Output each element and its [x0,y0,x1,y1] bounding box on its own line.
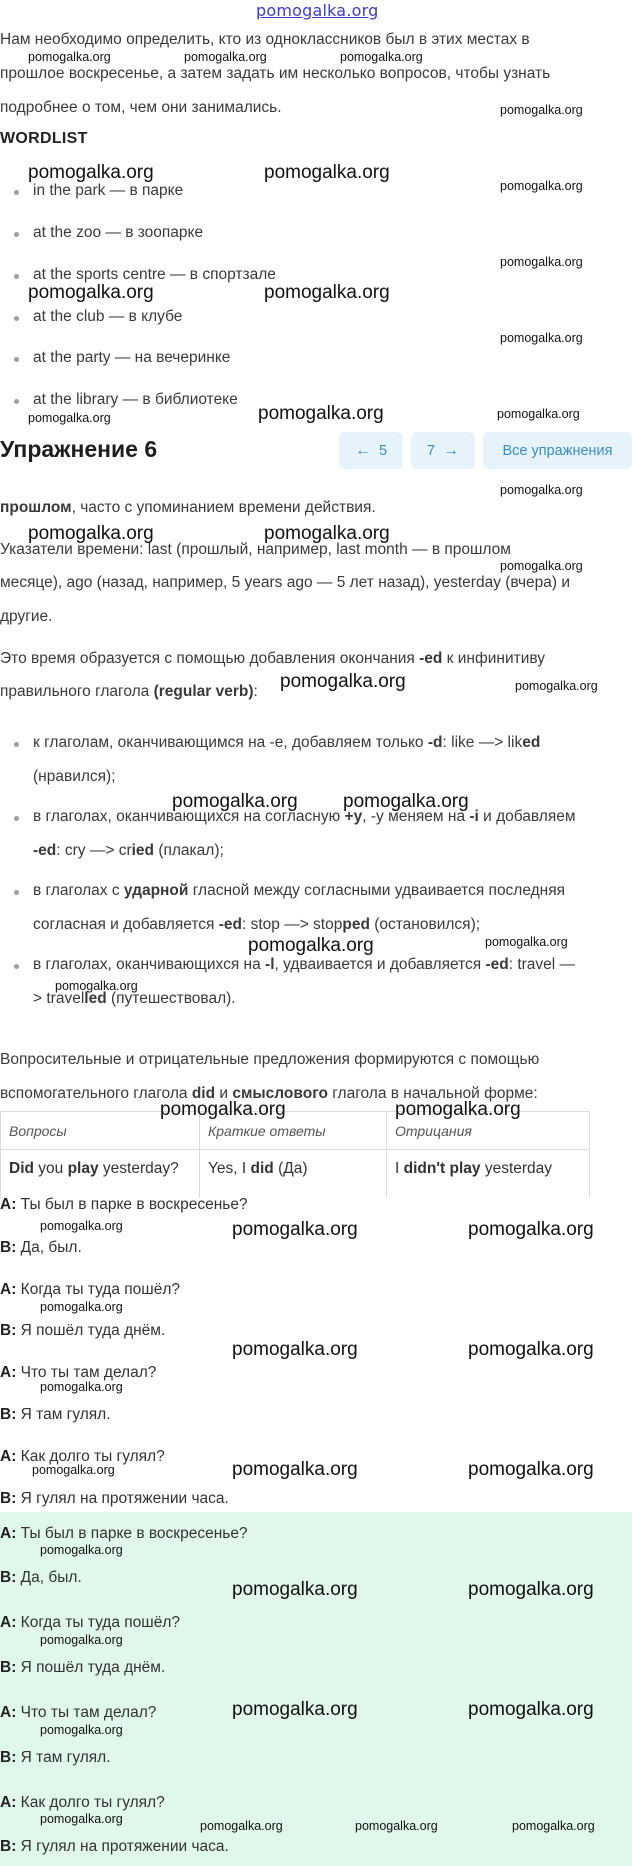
wordlist-item: at the library — в библиотеке [33,391,238,408]
watermark-text: pomogalka.org [485,935,568,949]
watermark-text: pomogalka.org [40,1812,123,1826]
watermark-text: pomogalka.org [248,935,374,956]
watermark-text: pomogalka.org [264,523,390,544]
rule-2-line-1: в глаголах, оканчивающихся на согласную +y, -у меняем на -i и добавляем [33,808,576,825]
bullet-dot [14,274,19,279]
watermark-text: pomogalka.org [468,1459,594,1480]
bullet-dot [14,742,19,747]
exercise-title: Упражнение 6 [0,436,158,462]
answer-line: B: Я гулял на протяжении часа. [0,1838,229,1855]
watermark-text: pomogalka.org [40,1219,123,1233]
watermark-text: pomogalka.org [500,179,583,193]
watermark-text: pomogalka.org [468,1579,594,1600]
watermark-text: pomogalka.org [264,162,390,183]
watermark-text: pomogalka.org [55,979,138,993]
intro-line-2: прошлое воскресенье, а затем задать им несколько вопросов, чтобы узнать [0,65,551,82]
watermark-text: pomogalka.org [172,791,298,812]
grammar-line-1: прошлом, часто с упоминанием времени действия. [0,499,376,516]
watermark-text: pomogalka.org [264,282,390,303]
bullet-dot [14,232,19,237]
watermark-text: pomogalka.org [340,50,423,64]
watermark-text: pomogalka.org [40,1543,123,1557]
rule-1-line-1: к глаголам, оканчивающимся на -е, добавляем только -d: like —> liked [33,734,541,751]
table-header: Вопросы [1,1112,200,1150]
time-markers-line-2: месяце), ago (назад, например, 5 years ago — 5 лет назад), yesterday (вчера) и [0,574,571,591]
watermark-text: pomogalka.org [40,1380,123,1394]
watermark-text: pomogalka.org [232,1219,358,1240]
watermark-text: pomogalka.org [515,679,598,693]
watermark-text: pomogalka.org [512,1819,595,1833]
watermark-text: pomogalka.org [468,1699,594,1720]
dialogue-line: A: Когда ты туда пошёл? [0,1281,181,1298]
watermark-text: pomogalka.org [232,1339,358,1360]
grammar-table [0,1111,590,1198]
formation-line-1: Это время образуется с помощью добавления окончания -ed к инфинитиву [0,650,546,667]
watermark-text: pomogalka.org [32,1463,115,1477]
watermark-text: pomogalka.org [500,483,583,497]
intro-line-1: Нам необходимо определить, кто из одноклассников был в этих местах в [0,31,530,48]
answer-line: A: Что ты там делал? [0,1704,157,1721]
watermark-text: pomogalka.org [184,50,267,64]
bullet-dot [14,316,19,321]
arrow-left-icon: ← [354,441,371,459]
watermark-text: pomogalka.org [160,1099,286,1120]
watermark-text: pomogalka.org [232,1459,358,1480]
wordlist-item: in the park — в парке [33,182,184,199]
rule-4-line-1: в глаголах, оканчивающихся на -l, удваивается и добавляется -ed: travel — [33,956,576,973]
rule-4-line-2: > travelled (путешествовал). [33,990,236,1007]
answer-line: B: Да, был. [0,1569,82,1586]
table-header: Отрицания [387,1112,590,1150]
watermark-text: pomogalka.org [200,1819,283,1833]
answer-line: A: Когда ты туда пошёл? [0,1614,181,1631]
time-markers-line-1: Указатели времени: last (прошлый, например, last month — в прошлом [0,541,511,558]
watermark-text: pomogalka.org [497,407,580,421]
next-exercise-label: 7 [426,442,436,459]
questions-line-1: Вопросительные и отрицательные предложения формируются с помощью [0,1051,540,1068]
bullet-dot [14,190,19,195]
wordlist-item: at the club — в клубе [33,308,183,325]
bullet-dot [14,357,19,362]
watermark-text: pomogalka.org [232,1579,358,1600]
time-markers-line-3: другие. [0,608,53,625]
wordlist-item: at the zoo — в зоопарке [33,224,204,241]
table-cell-short-answer: Yes, I did (Да) [200,1150,387,1199]
rule-1-line-2: (нравился); [33,768,116,785]
watermark-text: pomogalka.org [40,1633,123,1647]
questions-line-2: вспомогательного глагола did и смыслового глагола в начальной форме: [0,1085,538,1102]
wordlist-title: WORDLIST [0,130,88,147]
answer-line: B: Я там гулял. [0,1749,111,1766]
all-exercises-label: Все упражнения [502,442,613,459]
intro-line-3: подробнее о том, чем они занимались. [0,99,282,116]
watermark-text: pomogalka.org [28,282,154,303]
watermark-text: pomogalka.org [500,255,583,269]
formation-line-2: правильного глагола (regular verb): [0,683,258,700]
watermark-text: pomogalka.org [28,411,111,425]
answer-line: A: Как долго ты гулял? [0,1794,165,1811]
wordlist-item: at the party — на вечеринке [33,349,231,366]
bullet-dot [14,890,19,895]
watermark-text: pomogalka.org [468,1339,594,1360]
watermark-text: pomogalka.org [40,1723,123,1737]
prev-exercise-label: 5 [378,442,388,459]
bullet-dot [14,399,19,404]
table-header: Краткие ответы [200,1112,387,1150]
site-watermark-link[interactable]: pomogalka.org [256,1,379,20]
bullet-dot [14,964,19,969]
watermark-text: pomogalka.org [468,1219,594,1240]
dialogue-line: B: Я пошёл туда днём. [0,1322,166,1339]
watermark-text: pomogalka.org [500,331,583,345]
dialogue-line: B: Я там гулял. [0,1406,111,1423]
watermark-text: pomogalka.org [232,1699,358,1720]
watermark-text: pomogalka.org [40,1300,123,1314]
dialogue-line: B: Я гулял на протяжении часа. [0,1490,229,1507]
watermark-text: pomogalka.org [500,103,583,117]
rule-2-line-2: -ed: cry —> cried (плакал); [33,842,224,859]
table-cell-question: Did you play yesterday? [1,1150,200,1199]
watermark-text: pomogalka.org [28,50,111,64]
prev-exercise-button[interactable] [339,432,403,469]
answer-line: A: Ты был в парке в воскресенье? [0,1525,248,1542]
watermark-text: pomogalka.org [28,523,154,544]
rule-3-line-2: согласная и добавляется -ed: stop —> stopped (остановился); [33,916,481,933]
watermark-text: pomogalka.org [28,162,154,183]
dialogue-line: A: Что ты там делал? [0,1364,157,1381]
rule-3-line-1: в глаголах с ударной гласной между согласными удваивается последняя [33,882,566,899]
all-exercises-button[interactable] [483,432,632,469]
bullet-dot [14,816,19,821]
answer-line: B: Я пошёл туда днём. [0,1659,166,1676]
dialogue-line: A: Как долго ты гулял? [0,1448,165,1465]
watermark-text: pomogalka.org [280,671,406,692]
watermark-text: pomogalka.org [343,791,469,812]
watermark-text: pomogalka.org [355,1819,438,1833]
table-cell-negation: I didn't play yesterday [387,1150,590,1199]
watermark-text: pomogalka.org [500,559,583,573]
next-exercise-button[interactable] [411,432,475,469]
dialogue-line: B: Да, был. [0,1239,82,1256]
wordlist-item: at the sports centre — в спортзале [33,266,276,283]
dialogue-line: A: Ты был в парке в воскресенье? [0,1196,248,1213]
watermark-text: pomogalka.org [258,403,384,424]
arrow-right-icon: → [443,441,460,459]
watermark-text: pomogalka.org [395,1099,521,1120]
